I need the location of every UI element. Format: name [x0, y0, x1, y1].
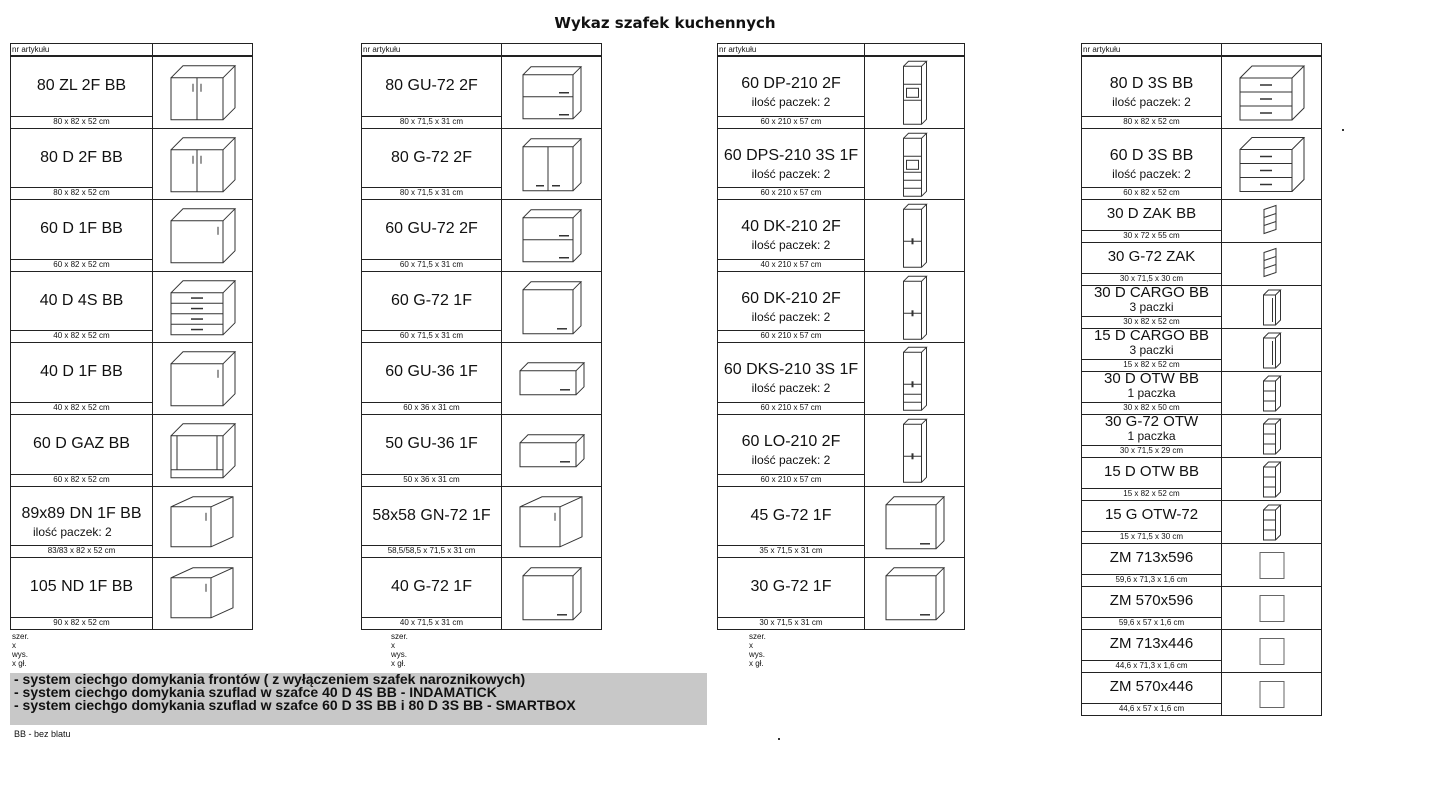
- cabinet-name: 15 G OTW-72: [1104, 506, 1199, 523]
- package-count: ilość paczek: 2: [1112, 95, 1191, 109]
- cabinet-dimensions: 60 x 36 x 31 cm: [362, 402, 501, 414]
- cabinet-dimensions: 30 x 72 x 55 cm: [1082, 230, 1221, 242]
- legend-note: BB - bez blatu: [14, 729, 71, 739]
- base-cabinet-1-door-icon: [152, 199, 253, 272]
- cabinet-dimensions: 60 x 210 x 57 cm: [718, 330, 864, 342]
- cabinet-name: 60 DPS-210 3S 1F: [723, 146, 859, 164]
- wall-cabinet-1-door-icon: [501, 557, 602, 630]
- stray-dot: [1342, 129, 1344, 131]
- corner-base-cabinet-icon: [152, 557, 253, 630]
- cabinet-dimensions: 50 x 36 x 31 cm: [362, 474, 501, 486]
- cabinet-name: 30 D ZAK BB: [1106, 205, 1197, 222]
- cabinet-name: ZM 713x446: [1109, 635, 1194, 652]
- header-divider: [1221, 43, 1222, 56]
- column-header: nr artykułu: [361, 43, 602, 56]
- cabinet-name-cell: [1081, 629, 1222, 673]
- cabinet-name-cell: [717, 414, 865, 487]
- package-count: 3 paczki: [1129, 343, 1174, 357]
- cabinet-name: 80 D 2F BB: [40, 148, 123, 166]
- oven-cabinet-icon: [152, 414, 253, 487]
- package-count: 3 paczki: [1129, 300, 1174, 314]
- package-count: ilość paczek: 2: [1112, 167, 1191, 181]
- cabinet-dimensions: 40 x 82 x 52 cm: [11, 402, 152, 414]
- cabinet-name: 80 GU-72 2F: [385, 77, 478, 94]
- tall-cabinet-icon: [864, 199, 965, 272]
- cabinet-name-cell: [361, 271, 502, 344]
- package-count: ilość paczek: 2: [33, 524, 112, 539]
- cabinet-dimensions: 60 x 71,5 x 31 cm: [362, 259, 501, 271]
- note-line: - system ciechgo domykania szuflad w szafce 40 D 4S BB - INDAMATICK: [14, 684, 497, 700]
- cabinet-dimensions: 44,6 x 71,3 x 1,6 cm: [1082, 660, 1221, 672]
- cabinet-name: 15 D CARGO BB: [1093, 327, 1210, 344]
- cabinet-name-cell: [717, 56, 865, 129]
- cabinet-name-cell: [1081, 56, 1222, 129]
- cabinet-name-cell: [10, 342, 153, 415]
- package-count: ilość paczek: 2: [751, 453, 831, 467]
- wall-cabinet-1-door-icon: [864, 557, 965, 630]
- cabinet-dimensions: 44,6 x 57 x 1,6 cm: [1082, 703, 1221, 715]
- cabinet-name: 45 G-72 1F: [750, 506, 832, 524]
- cabinet-name-cell: [717, 342, 865, 415]
- cabinet-name: 60 DKS-210 3S 1F: [723, 361, 859, 379]
- cabinet-dimensions: 30 x 71,5 x 30 cm: [1082, 273, 1221, 285]
- cabinet-name-cell: [1081, 414, 1222, 458]
- cabinet-dimensions: 60 x 71,5 x 31 cm: [362, 330, 501, 342]
- cabinet-name: 60 D 3S BB: [1109, 147, 1194, 164]
- cabinet-name: 30 G-72 OTW: [1104, 413, 1199, 430]
- cabinet-name: 60 GU-36 1F: [385, 363, 478, 381]
- cabinet-dimensions: 35 x 71,5 x 31 cm: [718, 545, 864, 557]
- panel-icon: [1221, 543, 1322, 587]
- cabinet-dimensions: 59,6 x 57 x 1,6 cm: [1082, 617, 1221, 629]
- cargo-cabinet-icon: [1221, 328, 1322, 372]
- cabinet-name: 60 DP-210 2F: [741, 75, 841, 92]
- base-cabinet-2-door-icon: [152, 56, 253, 129]
- cabinet-dimensions: 15 x 71,5 x 30 cm: [1082, 531, 1221, 543]
- cabinet-name-cell: [361, 199, 502, 272]
- cabinet-name-cell: [10, 199, 153, 272]
- cabinet-dimensions: 80 x 82 x 52 cm: [11, 187, 152, 199]
- tall-cabinet-oven-icon: [864, 56, 965, 129]
- panel-icon: [1221, 629, 1322, 673]
- wall-cabinet-flap-icon: [501, 199, 602, 272]
- cabinet-name-cell: [361, 342, 502, 415]
- cabinet-name: 105 ND 1F BB: [29, 578, 134, 596]
- header-divider: [864, 43, 865, 56]
- cabinet-name-cell: [361, 414, 502, 487]
- panel-icon: [1221, 586, 1322, 630]
- corner-base-cabinet-icon: [152, 486, 253, 559]
- cabinet-dimensions: 60 x 82 x 52 cm: [11, 474, 152, 486]
- cabinet-dimensions: 90 x 82 x 52 cm: [11, 617, 152, 629]
- cabinet-name: 80 D 3S BB: [1109, 75, 1194, 92]
- corner-wall-cabinet-icon: [501, 486, 602, 559]
- package-count: ilość paczek: 2: [751, 381, 831, 396]
- package-count: ilość paczek: 2: [751, 309, 831, 324]
- dimension-legend: szer. x wys. x gł.: [391, 631, 408, 668]
- cabinet-name: 30 G-72 ZAK: [1107, 248, 1196, 265]
- cabinet-name-cell: [10, 56, 153, 129]
- cabinet-dimensions: 80 x 71,5 x 31 cm: [362, 187, 501, 199]
- note-line: - system ciechgo domykania szuflad w szafce 60 D 3S BB i 80 D 3S BB - SMARTBOX: [14, 697, 576, 713]
- cabinet-dimensions: 40 x 210 x 57 cm: [718, 259, 864, 271]
- cabinet-dimensions: 60 x 210 x 57 cm: [718, 187, 864, 199]
- cabinet-name-cell: [10, 128, 153, 201]
- stray-dot: [778, 738, 780, 740]
- cabinet-name-cell: [361, 557, 502, 630]
- tall-cabinet-oven-drawers-icon: [864, 128, 965, 201]
- column-header: nr artykułu: [717, 43, 965, 56]
- cabinet-name: 40 DK-210 2F: [741, 218, 841, 236]
- cabinet-dimensions: 30 x 82 x 52 cm: [1082, 316, 1221, 328]
- cabinet-name: ZM 570x446: [1109, 678, 1194, 695]
- cabinet-name-cell: [10, 486, 153, 559]
- cabinet-name: 40 G-72 1F: [391, 578, 472, 596]
- cabinet-dimensions: 60 x 82 x 52 cm: [1082, 187, 1221, 199]
- cabinet-name-cell: [1081, 199, 1222, 243]
- tall-cabinet-drawers-icon: [864, 342, 965, 415]
- header-divider: [501, 43, 502, 56]
- cabinet-name-cell: [361, 56, 502, 129]
- panel-icon: [1221, 672, 1322, 716]
- column-header: nr artykułu: [1081, 43, 1322, 56]
- cabinet-name-cell: [361, 486, 502, 559]
- fridge-cabinet-icon: [864, 414, 965, 487]
- cabinet-name-cell: [1081, 128, 1222, 200]
- package-count: 1 paczka: [1127, 386, 1176, 400]
- open-shelf-icon: [1221, 457, 1322, 501]
- dimension-legend: szer. x wys. x gł.: [12, 631, 29, 668]
- open-shelf-icon: [1221, 500, 1322, 544]
- cabinet-name-cell: [1081, 586, 1222, 630]
- cabinet-dimensions: 40 x 71,5 x 31 cm: [362, 617, 501, 629]
- wall-cabinet-low-icon: [501, 342, 602, 415]
- package-count: ilość paczek: 2: [751, 166, 831, 181]
- cabinet-name-cell: [1081, 285, 1222, 329]
- cabinet-dimensions: 80 x 71,5 x 31 cm: [362, 116, 501, 128]
- package-count: ilość paczek: 2: [751, 238, 831, 253]
- page-title: Wykaz szafek kuchennych: [554, 14, 776, 32]
- cabinet-dimensions: 40 x 82 x 52 cm: [11, 330, 152, 342]
- cabinet-dimensions: 58,5/58,5 x 71,5 x 31 cm: [362, 545, 501, 557]
- cabinet-dimensions: 83/83 x 82 x 52 cm: [11, 545, 152, 557]
- cabinet-name-cell: [1081, 500, 1222, 544]
- cabinet-name: 60 DK-210 2F: [741, 289, 841, 307]
- base-cabinet-3-drawer-icon: [1221, 128, 1322, 200]
- header-divider: [152, 43, 153, 56]
- cabinet-name: 60 D 1F BB: [40, 220, 123, 238]
- cabinet-name-cell: [1081, 457, 1222, 501]
- cabinet-name-cell: [717, 557, 865, 630]
- cabinet-name-cell: [717, 128, 865, 201]
- cabinet-name: 30 D OTW BB: [1103, 370, 1200, 387]
- cabinet-dimensions: 60 x 82 x 52 cm: [11, 259, 152, 271]
- cabinet-name-cell: [1081, 242, 1222, 286]
- cargo-cabinet-icon: [1221, 285, 1322, 329]
- cabinet-name-cell: [1081, 543, 1222, 587]
- cabinet-name-cell: [10, 557, 153, 630]
- base-cabinet-3-drawer-icon: [1221, 56, 1322, 129]
- cabinet-name: 60 D GAZ BB: [33, 435, 130, 452]
- cabinet-name: 80 G-72 2F: [391, 148, 472, 166]
- cabinet-name: 80 ZL 2F BB: [36, 77, 127, 94]
- cabinet-name: ZM 570x596: [1109, 592, 1194, 609]
- wall-cabinet-low-icon: [501, 414, 602, 487]
- cabinet-name: 15 D OTW BB: [1103, 463, 1200, 480]
- dimension-legend: szer. x wys. x gł.: [749, 631, 766, 668]
- cabinet-name-cell: [717, 271, 865, 344]
- cabinet-name: 60 LO-210 2F: [741, 433, 841, 450]
- end-shelf-icon: [1221, 199, 1322, 243]
- cabinet-dimensions: 30 x 82 x 50 cm: [1082, 402, 1221, 414]
- cabinet-dimensions: 15 x 82 x 52 cm: [1082, 488, 1221, 500]
- cabinet-name-cell: [10, 414, 153, 487]
- wall-cabinet-flap-icon: [501, 56, 602, 129]
- cabinet-name: 60 GU-72 2F: [385, 220, 478, 238]
- cabinet-name: 89x89 DN 1F BB: [21, 504, 142, 522]
- cabinet-name: 60 G-72 1F: [391, 291, 472, 309]
- cabinet-name: 30 G-72 1F: [750, 578, 832, 596]
- package-count: 1 paczka: [1127, 429, 1176, 443]
- cabinet-name: 40 D 4S BB: [39, 291, 124, 309]
- cabinet-dimensions: 15 x 82 x 52 cm: [1082, 359, 1221, 371]
- cabinet-name: 50 GU-36 1F: [385, 435, 478, 452]
- cabinet-dimensions: 60 x 210 x 57 cm: [718, 474, 864, 486]
- cabinet-dimensions: 30 x 71,5 x 29 cm: [1082, 445, 1221, 457]
- cabinet-name: ZM 713x596: [1109, 549, 1194, 566]
- cabinet-name: 40 D 1F BB: [40, 363, 123, 381]
- cabinet-name-cell: [1081, 672, 1222, 716]
- cabinet-dimensions: 30 x 71,5 x 31 cm: [718, 617, 864, 629]
- end-shelf-wall-icon: [1221, 242, 1322, 286]
- open-shelf-icon: [1221, 371, 1322, 415]
- wall-cabinet-1-door-icon: [864, 486, 965, 559]
- cabinet-name-cell: [10, 271, 153, 344]
- base-cabinet-4-drawer-icon: [152, 271, 253, 344]
- cabinet-name-cell: [1081, 328, 1222, 372]
- cabinet-name-cell: [1081, 371, 1222, 415]
- cabinet-dimensions: 59,6 x 71,3 x 1,6 cm: [1082, 574, 1221, 586]
- cabinet-dimensions: 80 x 82 x 52 cm: [1082, 116, 1221, 128]
- column-header: nr artykułu: [10, 43, 253, 56]
- cabinet-dimensions: 60 x 210 x 57 cm: [718, 116, 864, 128]
- cabinet-name-cell: [717, 199, 865, 272]
- base-cabinet-1-door-icon: [152, 342, 253, 415]
- note-line: - system ciechgo domykania frontów ( z wyłączeniem szafek naroznikowych): [14, 671, 526, 687]
- cabinet-name: 58x58 GN-72 1F: [372, 506, 491, 524]
- base-cabinet-2-door-icon: [152, 128, 253, 201]
- cabinet-dimensions: 80 x 82 x 52 cm: [11, 116, 152, 128]
- wall-cabinet-2-door-icon: [501, 128, 602, 201]
- cabinet-name: 30 D CARGO BB: [1093, 284, 1210, 301]
- cabinet-name-cell: [361, 128, 502, 201]
- package-count: ilość paczek: 2: [751, 95, 831, 109]
- wall-cabinet-1-door-icon: [501, 271, 602, 344]
- cabinet-name-cell: [717, 486, 865, 559]
- cabinet-dimensions: 60 x 210 x 57 cm: [718, 402, 864, 414]
- open-shelf-icon: [1221, 414, 1322, 458]
- tall-cabinet-icon: [864, 271, 965, 344]
- notes-box: [10, 673, 707, 725]
